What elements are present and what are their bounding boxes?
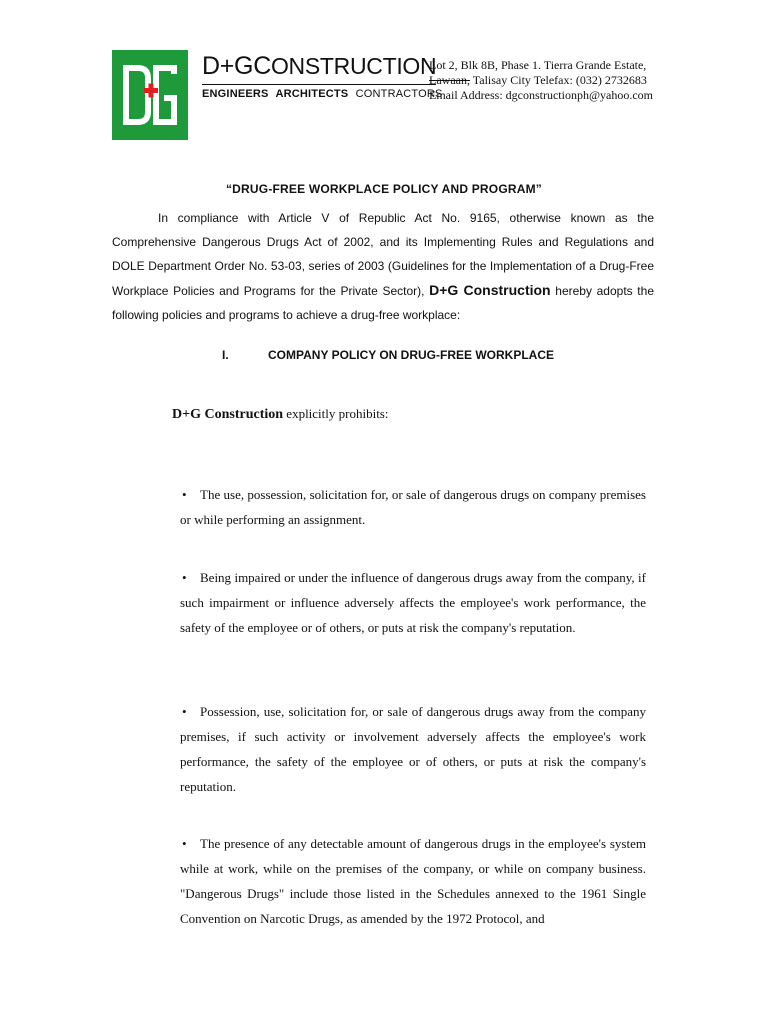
section-heading — [222, 348, 554, 362]
tagline-engineers: ENGINEERS — [202, 88, 269, 100]
address-struck-text: Lawaan, — [429, 73, 470, 87]
tagline-contractors: CONTRACTORS — [355, 88, 443, 100]
section-title: COMPANY POLICY ON DRUG-FREE WORKPLACE — [268, 348, 555, 362]
section-number: I. — [222, 348, 229, 362]
company-name: D+GCONSTRUCTION — [202, 54, 436, 79]
tagline-architects: ARCHITECTS — [275, 88, 349, 100]
bullet-symbol: • — [182, 570, 187, 585]
bullet-symbol: • — [182, 836, 187, 851]
company-name-underline — [202, 84, 436, 85]
list-item: • The presence of any detectable amount of dangerous drugs in the employee's system while at work, while on the premises of the company, or while on company business. "Dangerous Drugs" include those listed in the Schedules annexed to the 1961 Single Convention on Narcotic Drugs, as amended by the 1972 Protocol, and — [180, 831, 646, 931]
address-line-2: Lawaan, Talisay City Telefax: (032) 2732683 — [429, 73, 647, 87]
bullet-symbol: • — [182, 704, 187, 719]
intro-company-name: D+G Construction — [429, 282, 551, 298]
list-item: • Possession, use, solicitation for, or sale of dangerous drugs away from the company premises, if such activity or involvement adversely affects the employee's work performance, the safety of the employee or of others, or puts at risk the company's reputation. — [180, 699, 646, 799]
list-item: • Being impaired or under the influence of dangerous drugs away from the company, if such impairment or influence adversely affects the employee's work performance, the safety of the employee or of others, or puts at risk the company's reputation. — [180, 565, 646, 640]
bullet-symbol: • — [182, 487, 187, 502]
prohibits-company: D+G Construction — [172, 407, 284, 422]
intro-paragraph: In compliance with Article V of Republic Act No. 9165, otherwise known as the Comprehensive Dangerous Drugs Act of 2002, and its Implementing Rules and Regulations and DOLE Department Order No. 53-03, series of 2003 (Guidelines for the Implementation of a Drug-Free Workplace Policies and Programs for the Private Sector), D+G Construction hereby adopts the following policies and programs to achieve a drug-free workplace: — [112, 211, 654, 322]
document-title: “DRUG-FREE WORKPLACE POLICY AND PROGRAM” — [225, 182, 542, 196]
prohibits-line: D+G Construction explicitly prohibits: — [172, 406, 389, 422]
company-address — [429, 58, 653, 103]
company-tagline — [202, 88, 447, 100]
dg-logo-icon — [112, 50, 188, 140]
address-email: Email Address: dgconstructionph@yahoo.com — [429, 88, 654, 102]
address-line-1: Lot 2, Blk 8B, Phase 1. Tierra Grande Estate, — [429, 58, 647, 72]
list-item: • The use, possession, solicitation for, or sale of dangerous drugs on company premises or while performing an assignment. — [180, 482, 646, 532]
